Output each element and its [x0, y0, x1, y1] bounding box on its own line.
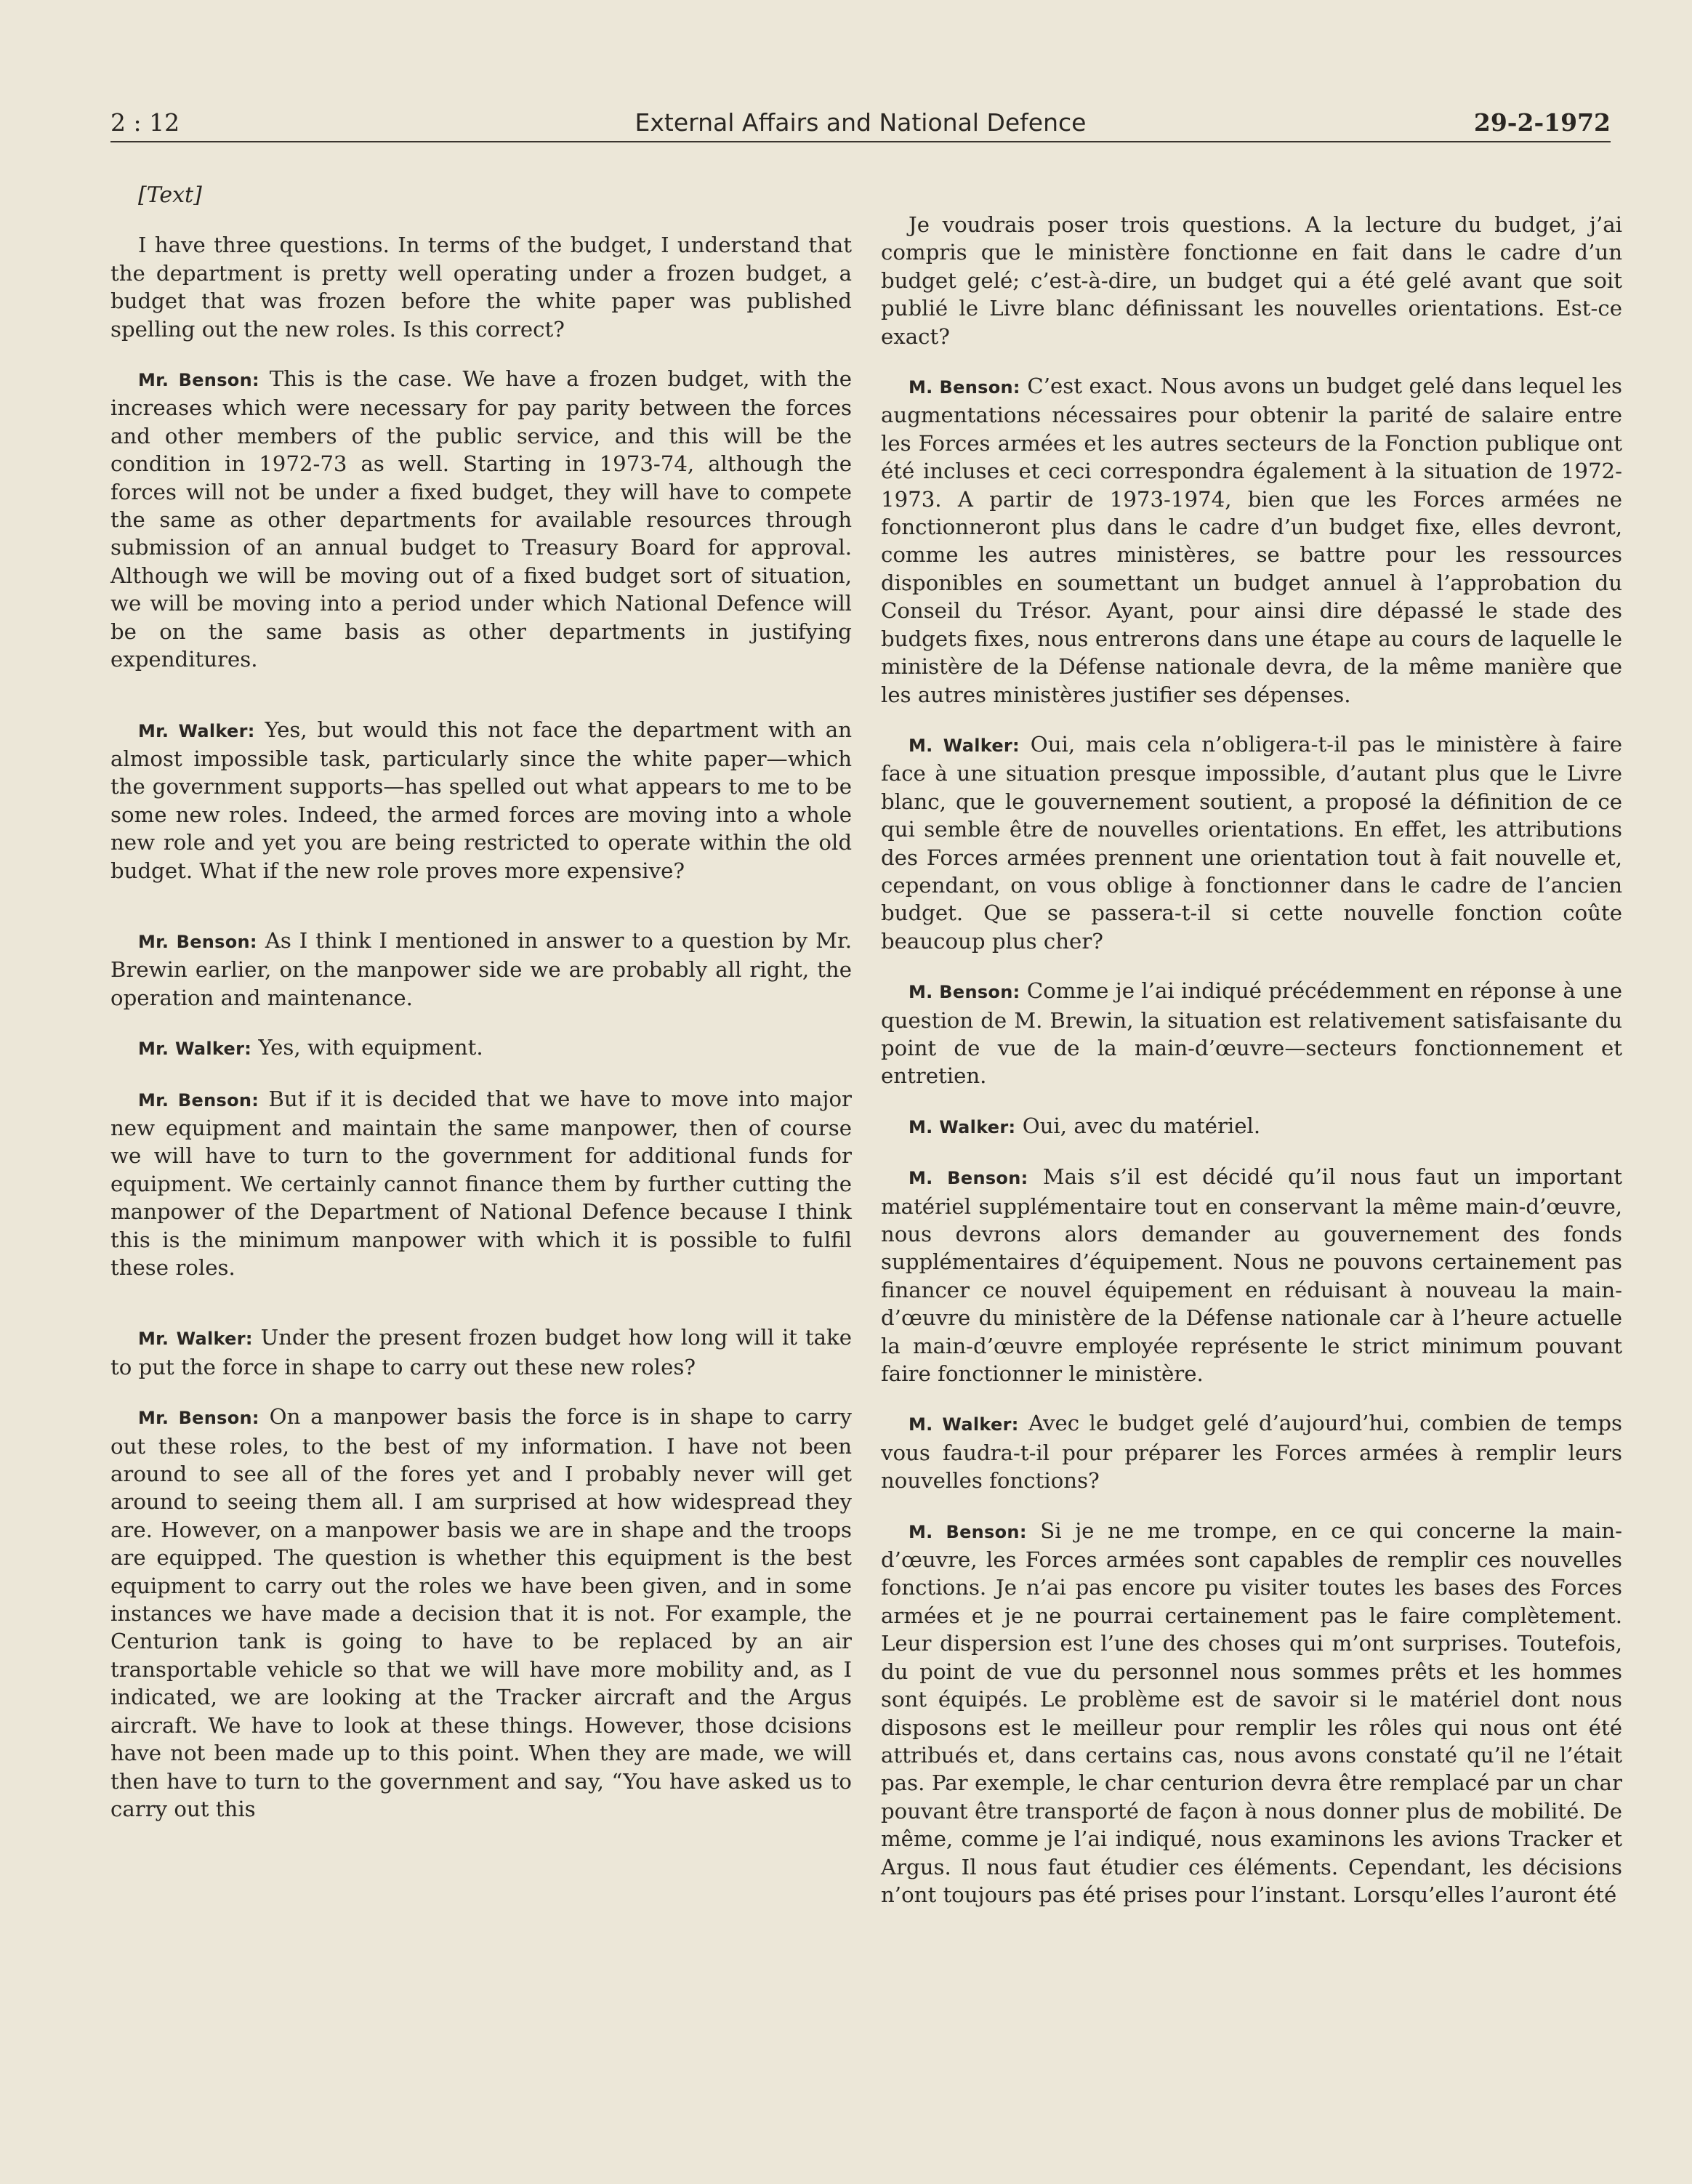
speaker-label: Mr. Walker: [138, 1329, 253, 1350]
speaker-label: M. Benson: [909, 1168, 1028, 1189]
paragraph-text: Je voudrais poser trois questions. A la lecture du budget, j’ai compris que le ministère fonctionne en fait dans le cadre d’un budget gelé; c’est-à-dire, un budget qui a été gelé avant que soit publié le Livre blanc définissant les nouvelles orientations. Est-ce exact? [881, 212, 1622, 349]
paragraph [110, 231, 852, 343]
paragraph [110, 1323, 852, 1381]
speaker-label: Mr. Benson: [138, 1408, 259, 1429]
paragraph-text: This is the case. We have a frozen budget, with the increases which were necessary for pay parity between the forces and other members of the public service, and this will be the condition in 1972-73 as well. Starting in 1973-74, although the forces will not be under a fixed budget, they will have to compete the same as other departments for available resources through submission of an annual budget to Treasury Board for approval. Although we will be moving out of a fixed budget sort of situation, we will be moving into a period under which National Defence will be on the same basis as other departments in justifying expenditures. [110, 366, 852, 672]
paragraph-text: On a manpower basis the force is in shape to carry out these roles, to the best of my information. I have not been around to see all of the fores yet and I probably never will get around to seeing them all. I am surprised at how widespread they are. However, on a manpower basis we are in shape and the troops are equipped. The question is whether this equipment is the best equipment to carry out the roles we have been given, and in some instances we have made a decision that it is not. For example, the Centurion tank is going to have to be replaced by an air transportable vehicle so that we will have more mobility and, as I indicated, we are looking at the Tracker aircraft and the Argus aircraft. We have to look at these things. However, those dcisions have not been made up to this point. When they are made, we will then have to turn to the government and say, “You have asked us to carry out this [110, 1404, 852, 1821]
paragraph [110, 365, 852, 673]
paragraph-text: Mais s’il est décidé qu’il nous faut un important matériel supplémentaire tout en conservant la même main-d’œuvre, nous devrons alors demander au gouvernement des fonds supplémentaires d’équipement. Nous ne pouvons certainement pas financer ce nouvel équipement en réduisant à nouveau la main-d’œuvre du ministère de la Défense nationale car à l’heure actuelle la main-d’œuvre employée représente le strict minimum pouvant faire fonctionner le ministère. [881, 1164, 1622, 1387]
page-date: 29-2-1972 [1473, 108, 1611, 137]
speaker-label: Mr. Benson: [138, 1089, 259, 1111]
paragraph-text: As I think I mentioned in answer to a question by Mr. Brewin earlier, on the manpower side we are probably all right, the operation and maintenance. [110, 927, 852, 1010]
speaker-label: Mr. Benson: [138, 931, 257, 952]
speaker-label: M. Walker: [909, 735, 1020, 756]
paragraph-text: Avec le budget gelé d’aujourd’hui, combien de temps vous faudra-t-il pour préparer les Forces armées à remplir leurs nouvelles fonctions? [881, 1411, 1622, 1494]
paragraph-text: But if it is decided that we have to move into major new equipment and maintain the same manpower, then of course we will have to turn to the government for additional funds for equipment. We certainly cannot finance them by further cutting the manpower of the Department of National Defence because I think this is the minimum manpower with which it is possible to fulfil these roles. [110, 1086, 852, 1280]
paragraph [881, 730, 1622, 955]
section-marker: [Text] [138, 182, 202, 208]
paragraph-text: Comme je l’ai indiqué précédemment en réponse à une question de M. Brewin, la situation est relativement satisfaisante du point de vue de la main-d’œuvre—secteurs fonctionnement et entretien. [881, 978, 1623, 1089]
speaker-label: M. Walker: [909, 1414, 1019, 1435]
paragraph-text: Yes, with equipment. [251, 1035, 483, 1060]
paragraph [110, 716, 852, 885]
paragraph [881, 1409, 1622, 1494]
paragraph-text: Under the present frozen budget how long will it take to put the force in shape to carry out these new roles? [110, 1325, 853, 1379]
french-column [881, 182, 1622, 1930]
paragraph [881, 1517, 1622, 1909]
speaker-label: Mr. Walker: [138, 1039, 252, 1060]
paragraph-text: C’est exact. Nous avons un budget gelé dans lequel les augmentations nécessaires pour obtenir la parité de salaire entre les Forces armées et les autres secteurs de la Fonction publique ont été incluses et ceci correspondra également à la situation de 1972-1973. A partir de 1973-1974, bien que les Forces armées ne fonctionneront plus dans le cadre d’un budget fixe, elles devront, comme les autres ministères, se battre pour les ressources disponibles en soumettant un budget annuel à l’approbation du Conseil du Trésor. Ayant, pour ainsi dire dépassé le stade des budgets fixes, nous entrerons dans une étape au cours de laquelle le ministère de la Défense nationale devra, de la même manière que les autres ministères justifier ses dépenses. [881, 374, 1622, 707]
paragraph [881, 1163, 1622, 1387]
paragraph [110, 1033, 852, 1063]
page-header [110, 108, 1611, 142]
speaker-label: Mr. Benson: [138, 370, 259, 391]
paragraph [881, 977, 1622, 1090]
paragraph-text: Si je ne me trompe, en ce qui concerne la main-d’œuvre, les Forces armées sont capables de remplir ces nouvelles fonctions. Je n’ai pas encore pu visiter toutes les bases des Forces armées et je ne pourrai certainement pas le faire complètement. Leur dispersion est l’une des choses qui m’ont surprises. Toutefois, du point de vue du personnel nous sommes prêts et les hommes sont équipés. Le problème est de savoir si le matériel dont nous disposons est le meilleur pour remplir les rôles qui nous ont été attribués et, dans certains cas, nous avons constaté qu’il ne l’était pas. Par exemple, le char centurion devra être remplacé par un char pouvant être transporté de façon à nous donner plus de mobilité. De même, comme je l’ai indiqué, nous examinons les avions Tracker et Argus. Il nous faut étudier ces éléments. Cependant, les décisions n’ont toujours pas été prises pour l’instant. Lorsqu’elles l’auront été [881, 1518, 1622, 1907]
english-column [110, 182, 852, 1845]
paragraph [110, 1403, 852, 1823]
paragraph [110, 927, 852, 1012]
paragraph-text: Yes, but would this not face the department with an almost impossible task, particularly since the white paper—which the government supports—has spelled out what appears to me to be some new roles. Indeed, the armed forces are moving into a whole new role and yet you are being restricted to operate within the old budget. What if the new role proves more expensive? [110, 717, 853, 883]
paragraph [110, 1085, 852, 1282]
paragraph [881, 211, 1622, 350]
paragraph-text: I have three questions. In terms of the budget, I understand that the department is pretty well operating under a frozen budget, a budget that was frozen before the white paper was published spelling out the new roles. Is this correct? [110, 233, 852, 342]
paragraph [881, 372, 1622, 709]
speaker-label: M. Benson: [909, 982, 1020, 1003]
paragraph [881, 1112, 1622, 1141]
speaker-label: M. Benson: [909, 377, 1020, 398]
paragraph-text: Oui, mais cela n’obligera-t-il pas le ministère à faire face à une situation presque impossible, d’autant plus que le Livre blanc, que le gouvernement soutient, a proposé la définition de ce qui semble être de nouvelles orientations. En effet, les attributions des Forces armées prennent une orientation tout à fait nouvelle et, cependant, on vous oblige à fonctionner dans le cadre de l’ancien budget. Que se passera-t-il si cette nouvelle fonction coûte beaucoup plus cher? [881, 731, 1623, 954]
speaker-label: M. Walker: [909, 1116, 1016, 1137]
running-title: External Affairs and National Defence [634, 108, 1087, 137]
speaker-label: M. Benson: [909, 1521, 1027, 1542]
speaker-label: Mr. Walker: [138, 720, 255, 741]
page-number: 2 : 12 [110, 108, 180, 137]
paragraph-text: Oui, avec du matériel. [1015, 1113, 1261, 1138]
